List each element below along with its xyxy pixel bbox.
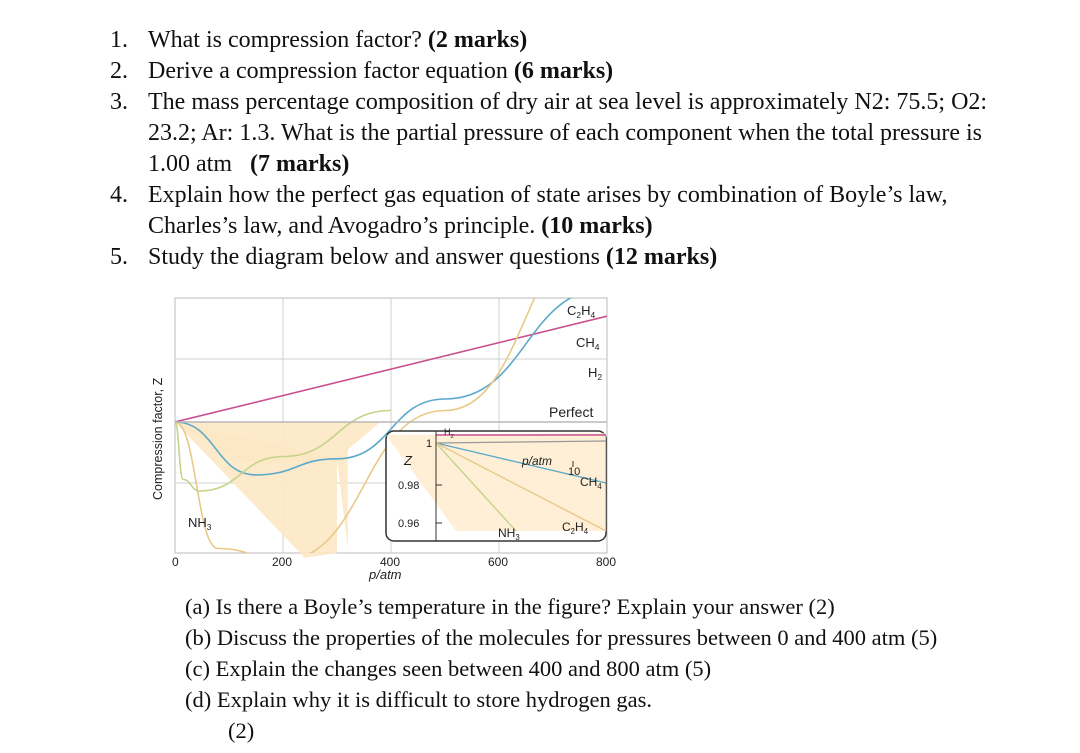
question-marks: (12 marks)	[605, 244, 718, 270]
label-c2h4: $C_2H_4$	[567, 303, 596, 320]
inset-label-c2h4: $C_2H_4$	[562, 520, 589, 536]
inset-ylabel: Z	[404, 453, 412, 468]
subquestion: (d) Explain why it is difficult to store hydrogen gas.	[185, 687, 653, 712]
inset-xlabel: p/atm	[522, 454, 553, 468]
question-number: 5.	[110, 244, 128, 270]
question-marks: (7 marks)	[250, 151, 350, 177]
label-nh3: $NH_3$	[188, 515, 212, 532]
question-text: 1.00 atm (7 marks)	[148, 151, 350, 177]
x-axis-label: p/atm	[369, 567, 402, 582]
question-marks: (2 marks)	[427, 27, 528, 53]
x-tick-label: 0	[172, 555, 179, 569]
y-axis-label: Compression factor, Z	[151, 377, 165, 500]
question-text: The mass percentage composition of dry air at sea level is approximately N2: 75.5; O2:	[148, 89, 988, 115]
label-h2: $H_2$	[588, 365, 603, 382]
question-text: 23.2; Ar: 1.3. What is the partial pressure of each component when the total pressure is	[148, 120, 982, 146]
label-ch4: $CH_4$	[576, 335, 600, 352]
inset-label-h2: $H_2$	[444, 427, 454, 440]
subquestion: (c) Explain the changes seen between 400 and 800 atm (5)	[185, 656, 712, 681]
inset-label-ch4: $CH_4$	[580, 475, 602, 491]
subquestion: (b) Discuss the properties of the molecules for pressures between 0 and 400 atm (5)	[185, 625, 938, 650]
subquestion: (a) Is there a Boyle’s temperature in the figure? Explain your answer (2)	[185, 594, 835, 619]
inset-ytick: 0.96	[398, 518, 420, 530]
inset-ytick: 1	[426, 438, 433, 450]
question-marks: (6 marks)	[513, 58, 614, 84]
question-number: 4.	[110, 182, 128, 208]
question-number: 2.	[110, 58, 128, 84]
subquestion: (2)	[228, 718, 255, 743]
shaded-region	[337, 445, 348, 549]
question-text: Explain how the perfect gas equation of state arises by combination of Boyle’s law,	[148, 182, 948, 208]
question-number: 1.	[110, 27, 128, 53]
question-text: Study the diagram below and answer questions (12 marks)	[148, 244, 718, 270]
compression-factor-chart	[140, 285, 620, 585]
question-marks: (10 marks)	[541, 213, 653, 239]
label-perfect: Perfect	[549, 404, 594, 420]
attractive-region-shading	[175, 422, 380, 558]
x-tick-label: 800	[596, 555, 617, 569]
question-text: What is compression factor? (2 marks)	[148, 27, 528, 53]
x-tick-label: 400	[380, 555, 401, 569]
chart-inset	[386, 427, 606, 542]
question-text: Charles’s law, and Avogadro’s principle. (10 marks)	[148, 213, 653, 239]
question-text: Derive a compression factor equation (6 marks)	[148, 58, 614, 84]
inset-ytick: 0.98	[398, 480, 420, 492]
inset-label-nh3: $NH_3$	[498, 526, 520, 542]
x-tick-label: 200	[272, 555, 293, 569]
question-number: 3.	[110, 89, 128, 115]
x-tick-label: 600	[488, 555, 509, 569]
inset-xtick: 10	[568, 466, 581, 478]
